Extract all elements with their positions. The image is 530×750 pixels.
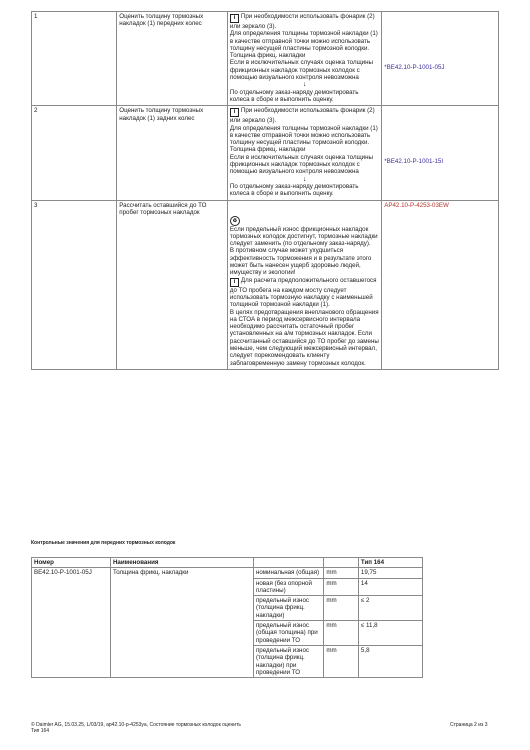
footer-type: Тип 164 xyxy=(31,728,50,734)
description-text: В целях предотвращения внепланового обращения на СТОА в период межсервисного интервала необходимо рассчитать остаточный пробег установленных на а/м тормозных накладок. Если рассчитанный оставшийся до ТО пробег до замены меньше, чем следующий межсервисный интервал, следует порекомендовать клиенту заблаговременную замену тормозных колодок. xyxy=(229,308,379,367)
param-value: ≤ 11,8 xyxy=(358,621,422,646)
footer-left xyxy=(31,722,241,734)
control-values-table xyxy=(31,557,423,678)
reference-link[interactable]: *BE42.10-P-1001-15I xyxy=(384,158,444,166)
header-name: Наименования xyxy=(110,558,253,568)
step-number: 2 xyxy=(32,106,117,200)
reference-cell xyxy=(382,106,499,200)
step-description xyxy=(227,200,381,369)
param-label: предельный износ (толщина фрикц. накладки) xyxy=(253,596,323,621)
param-label: новая (без опорной пластины) xyxy=(253,578,323,596)
description-text: Если в исключительных случаях оценка толщины фрикционных накладок тормозных колодок с помощью визуального контроля невозможна xyxy=(229,59,373,82)
description-text: Если в исключительных случаях оценка толщины фрикционных накладок тормозных колодок с помощью визуального контроля невозможна xyxy=(229,153,373,176)
param-value: 14 xyxy=(358,578,422,596)
warning-text: В противном случае может ухудшиться эффективность торможения и в результате этого может быть нанесен ущерб здоровью людей, имуществу и экологии! xyxy=(229,247,372,277)
step-action: Оценить толщину тормозных накладок (1) задних колес xyxy=(117,106,228,200)
description-text: Для определения толщины тормозной накладки (1) в качестве отправной точки можно использовать толщину несущей пластины тормозной колодки. xyxy=(229,30,378,52)
table-header-row xyxy=(32,558,423,568)
warning-text: Если предельный износ фрикционных накладок тормозных колодок достигнут, тормозные накладки следует заменить (по отдельному заказ-наряду). xyxy=(229,225,378,248)
description-text: По отдельному заказ-наряду демонтировать колеса в сборе и выполнить оценку. xyxy=(229,88,359,103)
param-unit: mm xyxy=(324,621,359,646)
steps-table xyxy=(31,11,499,370)
header-blank xyxy=(253,558,323,568)
header-type: Тип 164 xyxy=(358,558,422,568)
page-number: Страница 2 из 3 xyxy=(450,722,488,728)
step-number: 3 xyxy=(32,200,117,369)
reference-cell xyxy=(382,12,499,106)
info-icon: i xyxy=(230,278,239,287)
info-icon: i xyxy=(230,14,239,23)
header-number: Номер xyxy=(32,558,111,568)
table-row xyxy=(32,568,423,578)
param-unit: mm xyxy=(324,596,359,621)
info-icon: i xyxy=(230,108,239,117)
param-label: предельный износ (толщина фрикц. накладки) при проведении ТО xyxy=(253,645,323,677)
step-description xyxy=(227,106,381,200)
param-value: ≤ 2 xyxy=(358,596,422,621)
param-unit: mm xyxy=(324,578,359,596)
param-value: 19,75 xyxy=(358,568,422,578)
reference-link[interactable]: *BE42.10-P-1001-05J xyxy=(384,64,445,71)
info-text: При необходимости использовать фонарик (2) или зеркало (3). xyxy=(229,107,375,125)
param-unit: mm xyxy=(324,645,359,677)
description-text: Для определения толщины тормозной накладки (1) в качестве отправной точки можно использовать толщину несущей пластины тормозной колодки. xyxy=(229,124,378,147)
reference-link[interactable]: AP42.10-P-4253-03EW xyxy=(384,201,449,209)
reference-cell xyxy=(382,200,499,369)
step-number: 1 xyxy=(32,12,117,106)
arrow-down-icon: ↓ xyxy=(302,81,307,89)
arrow-down-icon: ↓ xyxy=(302,175,307,183)
environment-icon: ♻ xyxy=(230,216,240,226)
measure-label: Толщина фрикц. накладки xyxy=(229,146,306,154)
ref-number[interactable]: BE42.10-P-1001-05J xyxy=(32,568,111,678)
step-description xyxy=(227,12,381,106)
param-label: предельный износ (общая толщина) при проведении ТО xyxy=(253,621,323,646)
param-name: Толщина фрикц. накладки xyxy=(110,568,253,678)
info-text: При необходимости использовать фонарик (2) или зеркало (3). xyxy=(229,13,375,30)
table-row xyxy=(32,200,499,369)
description-text: По отдельному заказ-наряду демонтировать колеса в сборе и выполнить оценку. xyxy=(229,182,359,198)
param-label: номинальная (общая) xyxy=(253,568,323,578)
step-action: Рассчитать оставшийся до ТО пробег тормозных накладок xyxy=(117,200,228,369)
param-value: 5,8 xyxy=(358,645,422,677)
measure-label: Толщина фрикц. накладки xyxy=(229,52,306,60)
control-values-title: Контрольные значения для передних тормозных колодок xyxy=(31,540,176,546)
step-action: Оценить толщину тормозных накладок (1) передних колес xyxy=(117,12,228,106)
table-row xyxy=(32,106,499,200)
table-row xyxy=(32,12,499,106)
header-blank xyxy=(324,558,359,568)
footer-copyright: © Daimler AG, 15.03.25, L/03/19, ap42.10-p-4253ya, Состояние тормозных колодок оценить xyxy=(31,722,241,728)
info-text: Для расчета предположительного оставшегося до ТО пробега на каждом мосту следует использовать тормозную накладку с наименьшей толщиной тормозной накладки (1). xyxy=(229,276,377,309)
param-unit: mm xyxy=(324,568,359,578)
